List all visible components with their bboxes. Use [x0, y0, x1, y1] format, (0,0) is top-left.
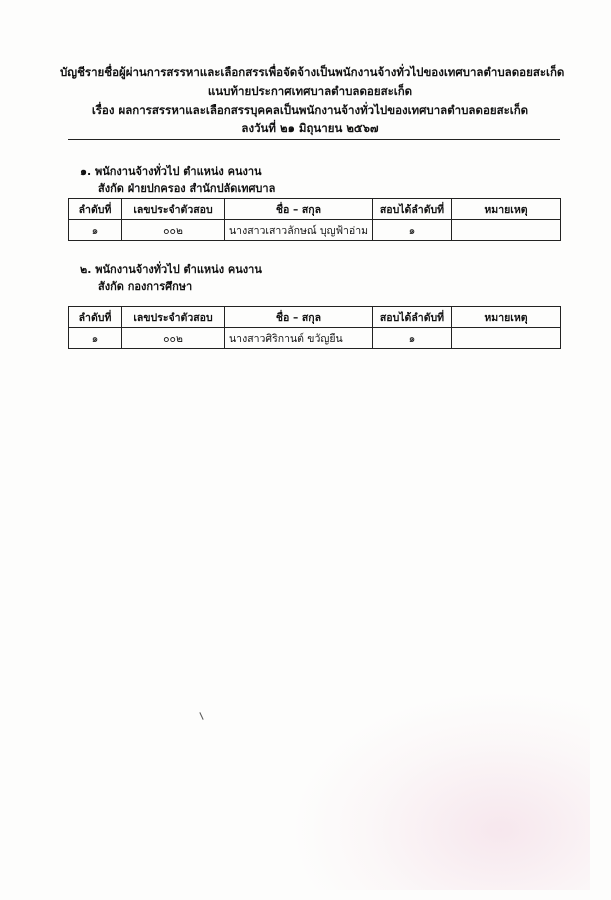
section-1-title: ๑. พนักงานจ้างทั่วไป ตำแหน่ง คนงาน — [80, 165, 262, 178]
cell-rank: ๑ — [373, 220, 452, 241]
header-exam-id: เลขประจำตัวสอบ — [122, 199, 225, 220]
cell-rank: ๑ — [373, 328, 452, 349]
header-line-3: เรื่อง ผลการสรรหาและเลือกสรรบุคคลเป็นพนักงานจ้างทั่วไปของเทศบาลตำบลดอยสะเก็ด — [91, 103, 529, 117]
header-date: ลงวันที่ ๒๑ มิถุนายน ๒๕๖๗ — [241, 121, 379, 135]
header-divider — [68, 139, 560, 140]
header-name: ชื่อ – สกุล — [225, 199, 373, 220]
section-2-table — [68, 306, 561, 349]
table-header-row — [69, 307, 561, 328]
scan-stain — [290, 690, 590, 890]
table-row — [69, 328, 561, 349]
header-exam-id: เลขประจำตัวสอบ — [122, 307, 225, 328]
section-1-table — [68, 198, 561, 241]
header-line-2: แนบท้ายประกาศเทศบาลตำบลดอยสะเก็ด — [207, 84, 413, 98]
cell-order: ๑ — [69, 220, 122, 241]
header-remark: หมายเหตุ — [452, 199, 561, 220]
cell-name: นางสาวศิริกานต์ ขวัญยืน — [225, 328, 373, 349]
header-name: ชื่อ – สกุล — [225, 307, 373, 328]
cell-remark — [452, 328, 561, 349]
header-order: ลำดับที่ — [69, 307, 122, 328]
cell-exam-id: ๐๐๒ — [122, 328, 225, 349]
table-header-row — [69, 199, 561, 220]
section-1-subtitle: สังกัด ฝ่ายปกครอง สำนักปลัดเทศบาล — [98, 182, 276, 195]
header-rank: สอบได้ลำดับที่ — [373, 199, 452, 220]
table-row — [69, 220, 561, 241]
header-remark: หมายเหตุ — [452, 307, 561, 328]
section-2-title: ๒. พนักงานจ้างทั่วไป ตำแหน่ง คนงาน — [80, 263, 262, 276]
cell-remark — [452, 220, 561, 241]
section-2-subtitle: สังกัด กองการศึกษา — [98, 280, 193, 293]
header-line-1: บัญชีรายชื่อผู้ผ่านการสรรหาและเลือกสรรเพื่อจัดจ้างเป็นพนักงานจ้างทั่วไปของเทศบาลตำบลดอยสะเก็ด — [60, 65, 565, 79]
header-order: ลำดับที่ — [69, 199, 122, 220]
cell-order: ๑ — [69, 328, 122, 349]
header-rank: สอบได้ลำดับที่ — [373, 307, 452, 328]
scan-mark — [199, 712, 203, 720]
cell-exam-id: ๐๐๒ — [122, 220, 225, 241]
cell-name: นางสาวเสาวลักษณ์ บุญฟ้าอ่าม — [225, 220, 373, 241]
